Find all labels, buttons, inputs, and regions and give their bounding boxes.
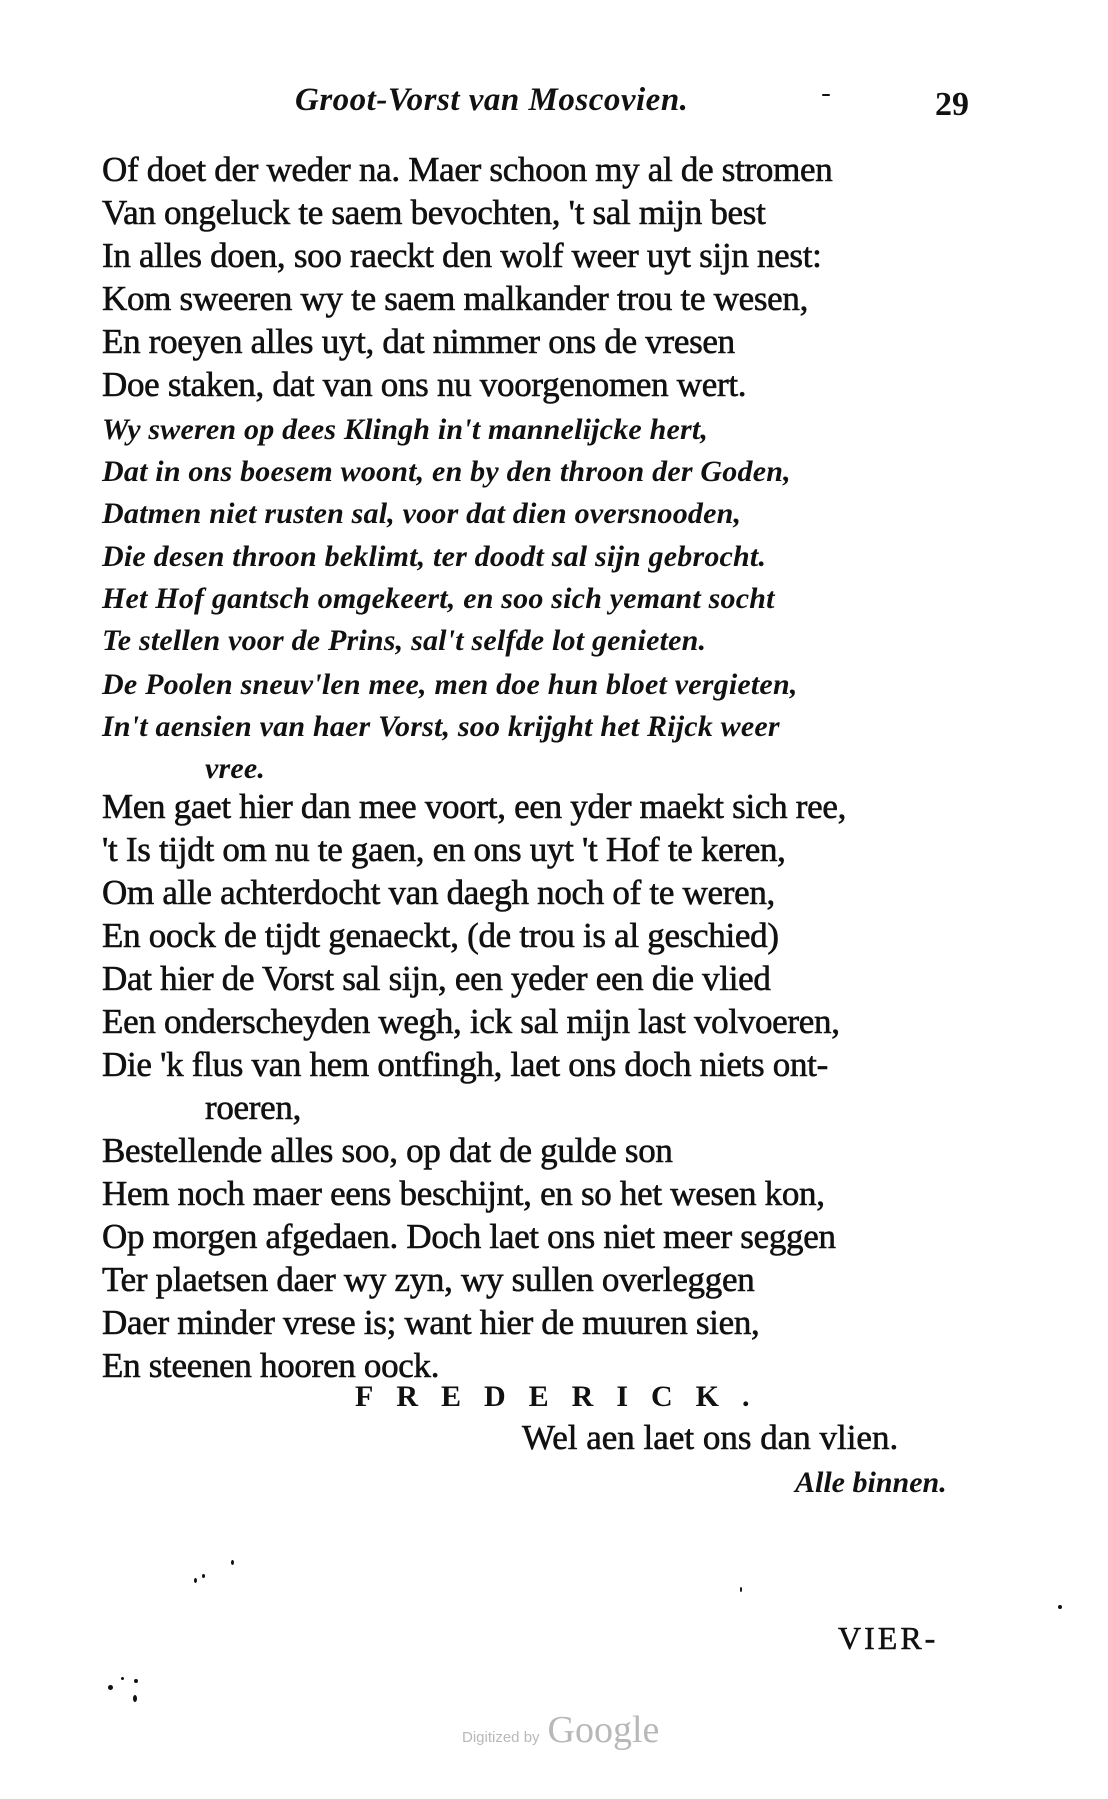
scan-speck [1058,1605,1062,1609]
scan-speck [134,1679,138,1683]
verse-line: Op morgen afgedaen. Doch laet ons niet meer seggen [102,1217,836,1256]
oath-line: Die desen throon beklimt, ter doodt sal sijn gebrocht. [102,540,767,573]
verse-line: 't Is tijdt om nu te gaen, en ons uyt 't Hof te keren, [102,830,786,869]
page-number: 29 [935,86,969,123]
running-head: Groot-Vorst van Moscovien. [295,82,689,118]
oath-line: Het Hof gantsch omgekeert, en soo sich yemant socht [102,582,775,615]
oath-line: Te stellen voor de Prins, sal't selfde lot genieten. [102,624,707,657]
watermark-brand: Google [547,1709,660,1751]
verse-line: Een onderscheyden wegh, ick sal mijn last volvoeren, [102,1002,840,1041]
verse-line: Men gaet hier dan mee voort, een yder maekt sich ree, [102,787,847,826]
catchword: VIER- [838,1620,939,1656]
oath-line: Wy sweren op dees Klingh in't mannelijcke hert, [102,413,709,446]
scan-speck [231,1560,234,1565]
scan-speck [822,94,830,96]
oath-line: De Poolen sneuv'len mee, men doe hun bloet vergieten, [102,668,798,701]
verse-line: En roeyen alles uyt, dat nimmer ons de vresen [102,322,735,361]
oath-line: In't aensien van haer Vorst, soo krijght het Rijck weer [102,710,780,743]
verse-line: Die 'k flus van hem ontfingh, laet ons doch niets ont- [102,1045,828,1084]
scan-speck [202,1574,205,1578]
verse-line: Of doet der weder na. Maer schoon my al de stromen [102,150,833,189]
verse-line: En oock de tijdt genaeckt, (de trou is al geschied) [102,916,779,955]
verse-line-continuation: roeren, [205,1088,302,1127]
verse-line: Dat hier de Vorst sal sijn, een yeder een die vlied [102,959,771,998]
speaker-line: Wel aen laet ons dan vlien. [522,1418,899,1457]
digitization-watermark [462,1708,659,1752]
scan-speck [740,1587,742,1592]
verse-line: Van ongeluck te saem bevochten, 't sal mijn best [102,193,766,232]
scan-speck [194,1578,197,1583]
verse-line: En steenen hooren oock. [102,1346,440,1385]
verse-line: Daer minder vrese is; want hier de muuren sien, [102,1303,760,1342]
verse-line: Ter plaetsen daer wy zyn, wy sullen overleggen [102,1260,755,1299]
verse-line: Bestellende alles soo, op dat de gulde son [102,1131,673,1170]
scan-speck [108,1685,113,1690]
verse-line: Hem noch maer eens beschijnt, en so het wesen kon, [102,1174,825,1213]
stage-direction: Alle binnen. [795,1466,947,1499]
watermark-prefix: Digitized by [462,1729,540,1746]
verse-line: Om alle achterdocht van daegh noch of te weren, [102,873,775,912]
oath-line: Datmen niet rusten sal, voor dat dien oversnooden, [102,497,742,530]
scan-speck [133,1695,137,1702]
oath-line-continuation: vree. [205,752,266,785]
verse-line: In alles doen, soo raeckt den wolf weer uyt sijn nest: [102,236,822,275]
verse-line: Doe staken, dat van ons nu voorgenomen wert. [102,365,747,404]
verse-line: Kom sweeren wy te saem malkander trou te wesen, [102,279,809,318]
oath-line: Dat in ons boesem woont, en by den throon der Goden, [102,455,791,488]
scan-speck [121,1677,124,1680]
speaker-name: FREDERICK. [355,1380,773,1413]
